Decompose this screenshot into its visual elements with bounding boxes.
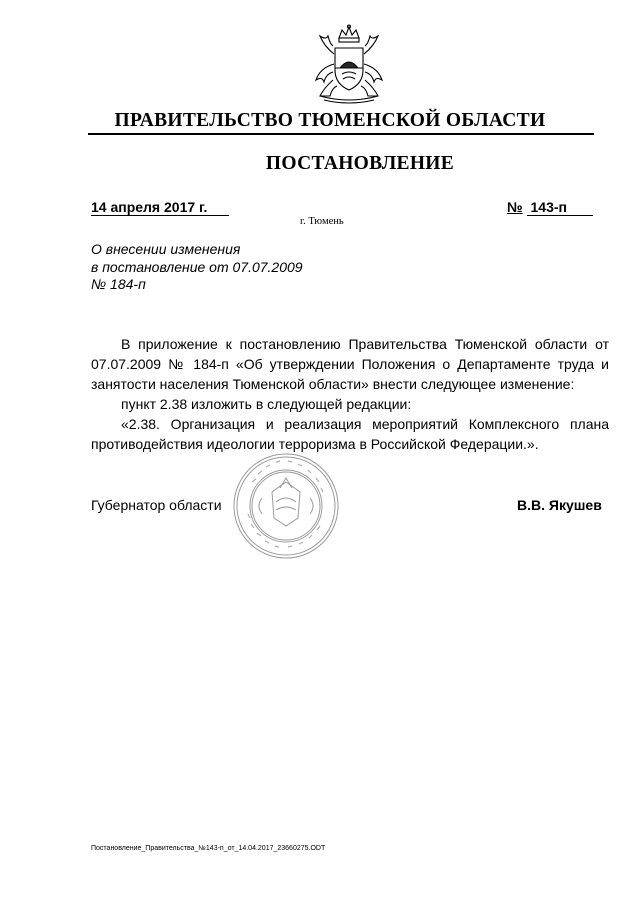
signatory-name: В.В. Якушев <box>517 497 602 513</box>
document-subject <box>91 241 351 294</box>
number-sign: № <box>507 199 523 215</box>
subject-line: № 184-п <box>91 276 146 292</box>
header-divider <box>88 133 594 135</box>
subject-line: О внесении изменения <box>91 241 241 257</box>
subject-line: в постановление от 07.07.2009 <box>91 258 303 275</box>
official-round-seal-icon <box>232 452 340 560</box>
document-type-title: ПОСТАНОВЛЕНИЕ <box>265 153 455 174</box>
number-value: 143-п <box>527 199 593 216</box>
body-paragraph: В приложение к постановлению Правительства Тюменской области от 07.07.2009 № 184-п «Об утверждении Положения о Департаменте труда и занятости населения Тюменской области» внести следующее изменение: <box>91 336 609 392</box>
document-city: г. Тюмень <box>300 216 344 227</box>
document-number <box>507 199 593 216</box>
organization-title: ПРАВИТЕЛЬСТВО ТЮМЕНСКОЙ ОБЛАСТИ <box>114 110 546 131</box>
document-date: 14 апреля 2017 г. <box>91 199 229 216</box>
signatory-title: Губернатор области <box>91 497 222 513</box>
body-paragraph: «2.38. Организация и реализация мероприятий Комплексного плана противодействия идеологии терроризма в Российской Федерации.». <box>91 416 609 452</box>
tyumen-region-coat-of-arms-icon <box>306 24 392 106</box>
footer-filename: Постановление_Правительства_№143-п_от_14.04.2017_23660275.ODT <box>91 845 326 852</box>
body-paragraph: пункт 2.38 изложить в следующей редакции: <box>121 396 412 412</box>
